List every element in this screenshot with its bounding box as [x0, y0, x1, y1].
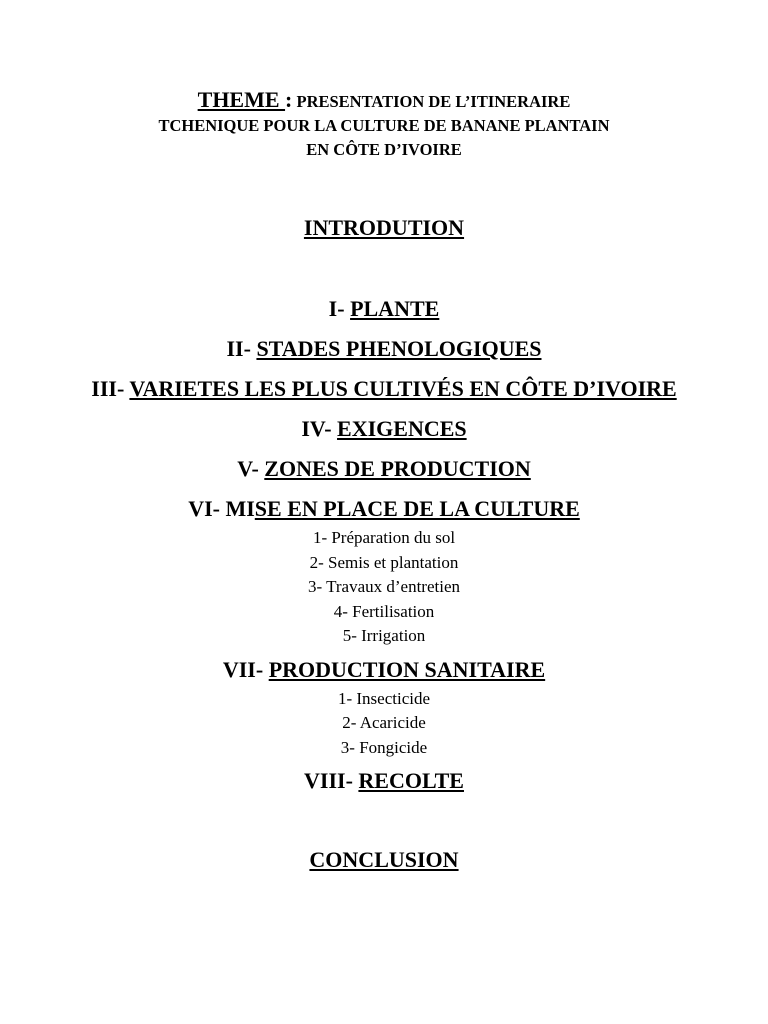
list-item: 1- Préparation du sol	[312, 528, 456, 547]
section-title: RECOLTE	[358, 768, 464, 793]
section-8	[84, 766, 684, 796]
outline-sections	[0, 294, 768, 796]
section-title: EXIGENCES	[337, 416, 467, 441]
introduction-text: INTRODUTION	[303, 215, 465, 240]
section-number: II-	[226, 336, 257, 361]
section-number: VIII-	[304, 768, 359, 793]
title-line-3: EN CÔTE D’IVOIRE	[306, 140, 462, 159]
title-line-1	[84, 88, 684, 114]
section-number: I-	[328, 296, 351, 321]
section-7	[84, 655, 684, 685]
section-4	[84, 414, 684, 444]
section-2	[84, 334, 684, 364]
section-number: IV-	[301, 416, 338, 441]
section-title: SE EN PLACE DE LA CULTURE	[254, 496, 580, 521]
section-title: PRODUCTION SANITAIRE	[268, 656, 546, 682]
list-item: 4- Fertilisation	[333, 601, 435, 621]
introduction-heading	[0, 214, 768, 242]
document-title	[84, 88, 684, 162]
title-text-1: PRESENTATION DE L’ITINERAIRE	[292, 92, 571, 111]
section-6-subitems	[0, 526, 768, 649]
section-title: ZONES DE PRODUCTION	[264, 456, 531, 481]
section-number: VI- MI	[188, 496, 255, 521]
list-item: 5- Irrigation	[342, 626, 426, 645]
title-line-2: TCHENIQUE POUR LA CULTURE DE BANANE PLANTAIN	[158, 116, 610, 135]
list-item: 3- Fongicide	[340, 737, 428, 757]
list-item: 3- Travaux d’entretien	[307, 577, 461, 596]
theme-label: THEME	[197, 87, 286, 112]
theme-colon: :	[285, 87, 293, 112]
section-title: VARIETES LES PLUS CULTIVÉS EN CÔTE D’IVOIRE	[129, 376, 677, 401]
section-number: III-	[91, 376, 130, 401]
section-number: V-	[237, 456, 265, 481]
list-item: 2- Acaricide	[342, 713, 426, 732]
list-item: 2- Semis et plantation	[309, 552, 459, 572]
conclusion-heading	[0, 846, 768, 874]
list-item: 1- Insecticide	[337, 688, 431, 708]
section-1	[84, 294, 684, 324]
section-title: STADES PHENOLOGIQUES	[256, 336, 542, 361]
section-6	[84, 494, 684, 524]
conclusion-text: CONCLUSION	[309, 847, 459, 872]
section-title: PLANTE	[350, 296, 440, 321]
section-3	[84, 374, 684, 404]
section-5	[84, 454, 684, 484]
section-7-subitems	[0, 687, 768, 761]
section-number: VII-	[222, 656, 269, 682]
